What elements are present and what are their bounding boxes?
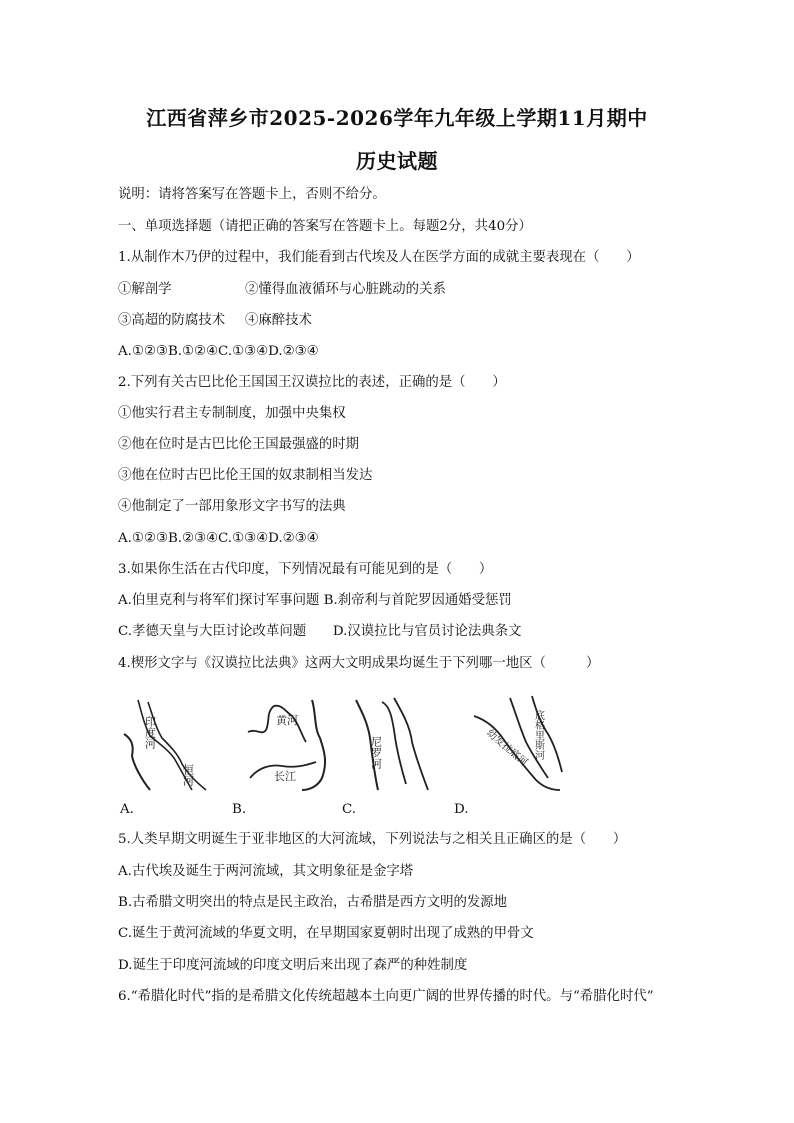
exam-title: 江西省萍乡市2025-2026学年九年级上学期11月期中 — [146, 106, 648, 130]
q1-option-2: ②懂得血液循环与心脏跳动的关系 — [245, 282, 446, 297]
q4-map-options — [118, 694, 678, 820]
q5-stem: 5.人类早期文明诞生于亚非地区的大河流域，下列说法与之相关且正确区的是（ ） — [118, 832, 627, 847]
map-a — [120, 694, 220, 794]
map-d-drawing — [470, 694, 570, 794]
map-b-river1-label: 黄河 — [276, 714, 298, 727]
map-a-drawing — [120, 694, 220, 794]
q1-answers: A.①②③B.①②④C.①③④D.②③④ — [118, 344, 319, 359]
q1-option-3: ③高超的防腐技术 — [118, 313, 226, 328]
map-d-river1-label: 幼发拉底河 — [484, 727, 530, 769]
q2-statement-3: ③他在位时古巴比伦王国的奴隶制相当发达 — [118, 468, 373, 483]
section-heading: 一、单项选择题（请把正确的答案写在答题卡上。每题2分，共40分） — [118, 219, 532, 234]
map-b-river2-label: 长江 — [274, 770, 296, 783]
map-a-river1-label: 印度河 — [143, 716, 157, 749]
q2-stem: 2.下列有关古巴比伦王国国王汉谟拉比的表述，正确的是（ ） — [118, 375, 506, 390]
map-c — [354, 694, 454, 794]
q4-stem: 4.楔形文字与《汉谟拉比法典》这两大文明成果均诞生于下列哪一地区（ ） — [118, 656, 600, 671]
q2-statement-4: ④他制定了一部用象形文字书写的法典 — [118, 499, 346, 514]
q5-option-c: C.诞生于黄河流域的华夏文明，在早期国家夏朝时出现了成熟的甲骨文 — [118, 926, 534, 941]
q2-statement-1: ①他实行君主专制制度，加强中央集权 — [118, 406, 346, 421]
q2-answers: A.①②③B.②③④C.①③④D.②③④ — [118, 531, 319, 546]
map-c-river1-label: 尼罗河 — [369, 736, 383, 769]
q5-option-d: D.诞生于印度河流域的印度文明后来出现了森严的种姓制度 — [118, 958, 468, 973]
q3-options-ab: A.伯里克利与将军们探讨军事问题 B.刹帝利与首陀罗因通婚受惩罚 — [118, 593, 512, 608]
q1-option-4: ④麻醉技术 — [245, 313, 312, 328]
map-c-label: C. — [342, 802, 357, 817]
q1-stem: 1.从制作木乃伊的过程中，我们能看到古代埃及人在医学方面的成就主要表现在（ ） — [118, 250, 640, 265]
map-d-label: D. — [454, 802, 469, 817]
map-d — [470, 694, 570, 794]
q3-stem: 3.如果你生活在古代印度，下列情况最有可能见到的是（ ） — [118, 562, 493, 577]
q3-options-cd: C.孝德天皇与大臣讨论改革问题 D.汉谟拉比与官员讨论法典条文 — [118, 624, 522, 639]
map-b-drawing — [236, 694, 336, 794]
q2-statement-2: ②他在位时是古巴比伦王国最强盛的时期 — [118, 437, 360, 452]
q5-option-b: B.古希腊文明突出的特点是民主政治，古希腊是西方文明的发源地 — [118, 895, 508, 910]
map-a-label: A. — [120, 802, 134, 817]
map-a-river2-label: 恒河 — [181, 764, 195, 786]
map-d-river2-label: 底格里斯河 — [532, 710, 544, 760]
q1-option-1: ①解剖学 — [118, 282, 172, 297]
q5-option-a: A.古代埃及诞生于两河流域，其文明象征是金字塔 — [118, 864, 414, 879]
map-b — [236, 694, 336, 794]
exam-subtitle: 历史试题 — [356, 149, 438, 173]
instruction-note: 说明：请将答案写在答题卡上，否则不给分。 — [118, 187, 386, 202]
q6-stem: 6.“希腊化时代”指的是希腊文化传统超越本土向更广阔的世界传播的时代。与“希腊化时代” — [118, 989, 654, 1004]
map-c-drawing — [354, 694, 454, 794]
map-b-label: B. — [232, 802, 247, 817]
